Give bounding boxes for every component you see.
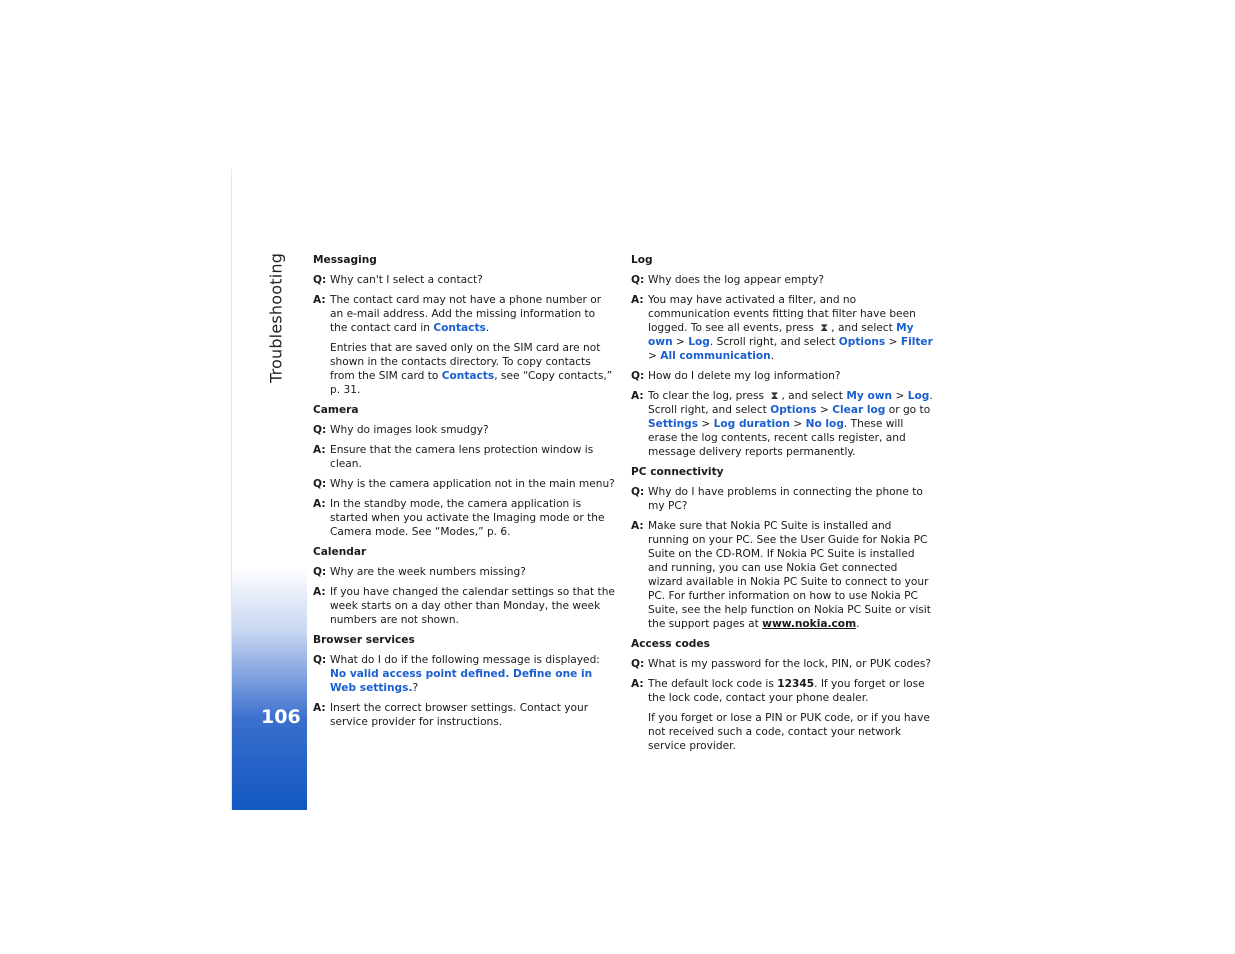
question: Q: Why does the log appear empty?	[631, 274, 824, 286]
heading-access-codes: Access codes	[631, 638, 710, 650]
question: Q: Why do images look smudgy?	[313, 424, 489, 436]
lock-code: 12345	[777, 678, 815, 690]
note: If you forget or lose a PIN or PUK code, or if you have not received such a code, contact your network service provider.	[648, 712, 930, 752]
menu-ref: Options	[838, 336, 886, 348]
question: Q: What is my password for the lock, PIN, or PUK codes?	[631, 658, 931, 670]
menu-ref: Settings	[648, 418, 699, 430]
note: Entries that are saved only on the SIM card are not shown in the contacts directory. To copy contacts from the SIM card to Contacts, see “Copy contacts,” p. 31.	[330, 342, 613, 396]
heading-log: Log	[631, 254, 653, 266]
question: Q: Why do I have problems in connecting the phone to my PC?	[631, 486, 923, 512]
menu-ref: My own	[648, 322, 914, 348]
question: Q: How do I delete my log information?	[631, 370, 841, 382]
page-number: 106	[261, 706, 301, 728]
answer: A: The default lock code is 12345. If you forget or lose the lock code, contact your phone dealer.	[631, 678, 925, 704]
heading-camera: Camera	[313, 404, 359, 416]
section-title: Troubleshooting	[266, 252, 286, 383]
menu-ref: Log	[907, 390, 930, 402]
menu-ref: All communication	[660, 350, 771, 362]
menu-key-icon: ⧗	[770, 389, 779, 402]
question: Q: What do I do if the following message is displayed: No valid access point defined. Define one in Web settings.?	[313, 654, 600, 694]
answer: A: Insert the correct browser settings. Contact your service provider for instructions.	[313, 702, 589, 728]
message-ref: No valid access point defined. Define one in Web settings.	[330, 668, 593, 694]
menu-key-icon: ⧗	[820, 321, 829, 334]
answer: A: Ensure that the camera lens protection window is clean.	[313, 444, 594, 470]
answer: A: If you have changed the calendar settings so that the week starts on a day other than Monday, the week numbers are not shown.	[313, 586, 615, 626]
right-column	[631, 253, 935, 759]
menu-ref: Log duration	[713, 418, 790, 430]
left-column	[313, 253, 615, 735]
question: Q: Why are the week numbers missing?	[313, 566, 526, 578]
menu-ref: No log	[805, 418, 844, 430]
heading-messaging: Messaging	[313, 254, 377, 266]
heading-browser-services: Browser services	[313, 634, 415, 646]
menu-ref: Log	[688, 336, 710, 348]
heading-pc-connectivity: PC connectivity	[631, 466, 724, 478]
answer: A: In the standby mode, the camera application is started when you activate the Imaging mode or the Camera mode. See “Modes,” p. 6.	[313, 498, 605, 538]
heading-calendar: Calendar	[313, 546, 367, 558]
question: Q: Why can't I select a contact?	[313, 274, 483, 286]
menu-ref: Contacts	[441, 370, 495, 382]
answer: A: The contact card may not have a phone number or an e-mail address. Add the missing information to the contact card in Contacts.	[313, 294, 602, 334]
menu-ref: Clear log	[832, 404, 886, 416]
answer: A: You may have activated a filter, and no communication events fitting that filter have been logged. To see all events, press ⧗ , and select My own > Log. Scroll right, and select Options > Filter > All communication.	[631, 294, 933, 362]
answer: A: To clear the log, press ⧗ , and select My own > Log. Scroll right, and select Options > Clear log or go to Settings > Log duration > No log. These will erase the log contents, recent calls register, and message delivery reports permanently.	[631, 389, 933, 458]
menu-ref: My own	[846, 390, 893, 402]
menu-ref: Contacts	[433, 322, 486, 334]
menu-ref: Options	[770, 404, 817, 416]
nokia-website-link[interactable]: www.nokia.com	[762, 618, 857, 630]
question: Q: Why is the camera application not in the main menu?	[313, 478, 615, 490]
answer: A: Make sure that Nokia PC Suite is installed and running on your PC. See the User Guide for Nokia PC Suite on the CD-ROM. If Nokia PC Suite is installed and running, you can use Nokia Get connected wizard available in Nokia PC Suite to connect to your PC. For further information on how to use Nokia PC Suite, see the help function on Nokia PC Suite or visit the support pages at www.nokia.com.	[631, 520, 931, 630]
menu-ref: Filter	[900, 336, 933, 348]
